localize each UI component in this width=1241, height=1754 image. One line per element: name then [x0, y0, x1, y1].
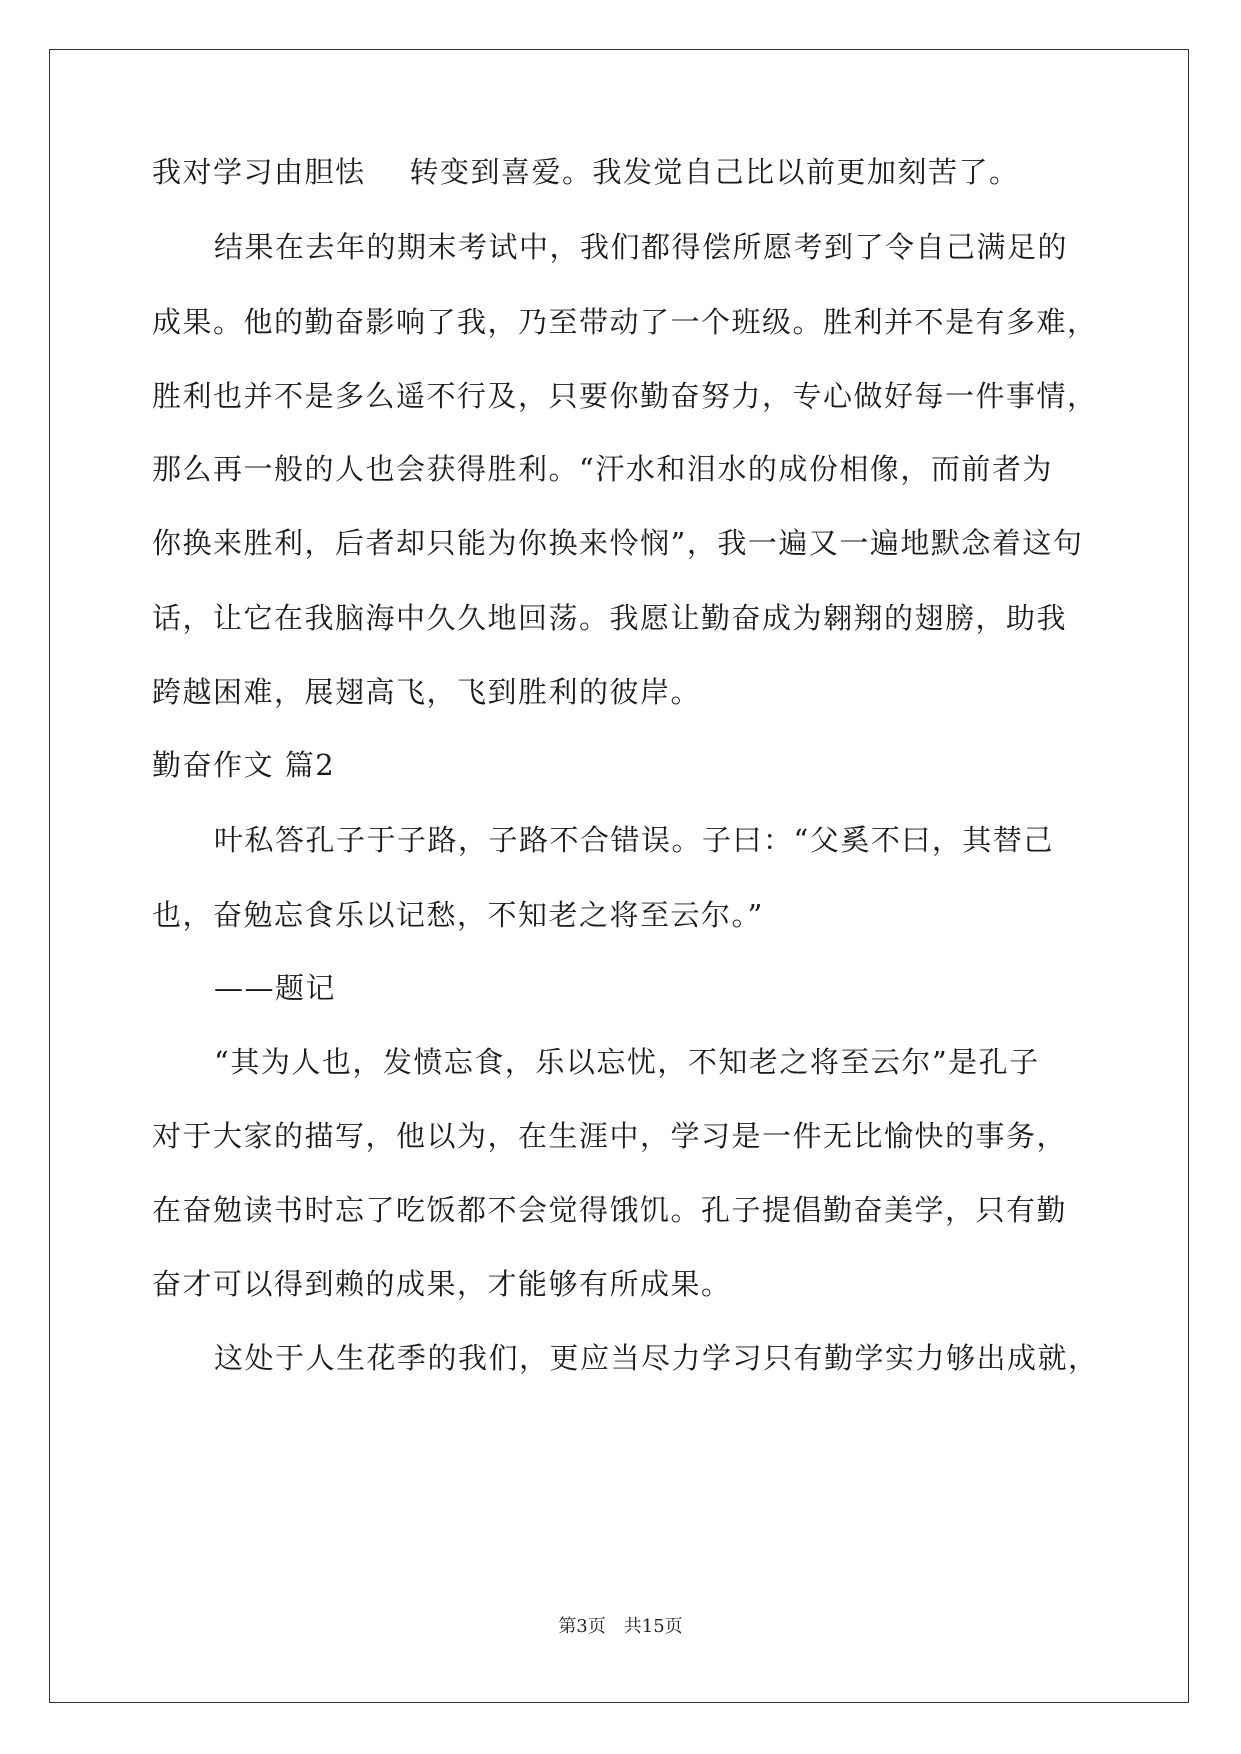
epigraph-attribution: ——题记	[214, 971, 337, 1005]
section-heading: 勤奋作文 篇2	[152, 748, 336, 782]
paragraph-start-line: 这处于人生花季的我们，更应当尽力学习只有勤学实力够出成就，	[214, 1341, 1099, 1375]
text-line: 奋才可以得到赖的成果，才能够有所成果。	[152, 1267, 732, 1301]
page-footer	[0, 1615, 1241, 1639]
text-line: 那么再一般的人也会获得胜利。“汗水和泪水的成份相像，而前者为	[152, 452, 1053, 486]
text-line: 你换来胜利，后者却只能为你换来怜悯”，我一遍又一遍地默念着这句	[152, 526, 1084, 560]
text-line: 在奋勉读书时忘了吃饭都不会觉得饿饥。孔子提倡勤奋美学，只有勤	[152, 1193, 1068, 1227]
text-line-part: 转变到喜爱。我发觉自己比以前更加刻苦了。	[409, 155, 1020, 189]
text-line: 话，让它在我脑海中久久地回荡。我愿让勤奋成为翱翔的翅膀，助我	[152, 601, 1068, 635]
text-line-part: 我对学习由胆怯	[152, 155, 366, 189]
text-line: 胜利也并不是多么遥不行及，只要你勤奋努力，专心做好每一件事情，	[152, 379, 1098, 413]
text-line: 对于大家的描写，他以为，在生涯中，学习是一件无比愉快的事务，	[152, 1119, 1068, 1153]
text-line	[152, 152, 1020, 192]
text-line: 跨越困难，展翅高飞，飞到胜利的彼岸。	[152, 675, 702, 709]
page-total: 共15页	[623, 1616, 683, 1637]
paragraph-start-line: “其为人也，发愤忘食，乐以忘忧，不知老之将至云尔”是孔子	[214, 1045, 1040, 1079]
paragraph-start-line: 结果在去年的期末考试中，我们都得偿所愿考到了令自己满足的	[214, 230, 1069, 264]
page-border	[49, 49, 1189, 1703]
text-line: 也，奋勉忘食乐以记愁，不知老之将至云尔。”	[152, 898, 764, 932]
page-number: 第3页	[558, 1616, 606, 1637]
text-line: 成果。他的勤奋影响了我，乃至带动了一个班级。胜利并不是有多难，	[152, 305, 1098, 339]
paragraph-start-line: 叶私答孔子于子路，子路不合错误。子曰：“父奚不曰，其替己	[214, 823, 1054, 857]
